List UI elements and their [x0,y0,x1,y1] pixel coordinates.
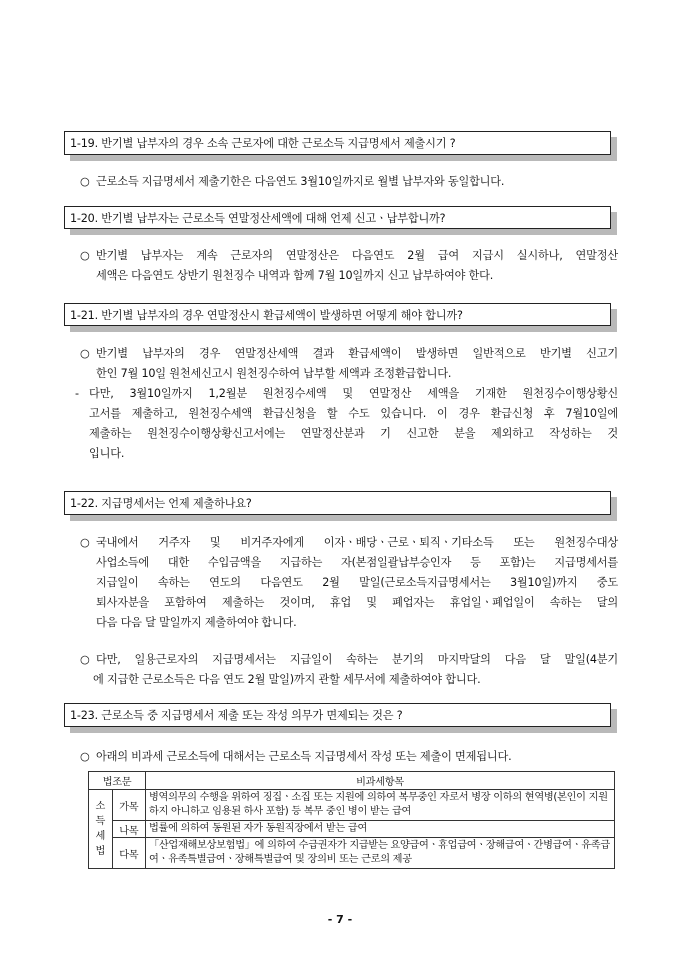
question-box-1-21 [64,303,611,326]
bullet-circle: ○ [80,750,90,763]
answer-line: 사업소득에 대한 수입금액을 지급하는 자(본점일괄납부승인자 등 포함)는 지급명세서를 [96,556,618,569]
description-cell: 법률에 의하여 동원된 자가 동원직장에서 받는 급여 [146,821,615,838]
bullet-circle: ○ [80,347,90,360]
answer-1-19 [80,172,618,192]
bullet-circle: ○ [80,175,90,188]
answer-line: 세액은 다음연도 상반기 원천징수 내역과 함께 7월 10일까지 신고 납부하여야 한다. [96,269,494,282]
page-number: - 7 - [327,913,353,926]
table-row [89,838,615,869]
bullet-circle: ○ [80,536,90,549]
answer-1-23 [80,747,618,767]
header-item: 비과세항목 [146,772,615,790]
question-text: 1-21. 반기별 납부자의 경우 연말정산시 환급세액이 발생하면 어떻게 해야 합니까? [70,308,463,322]
table-row [89,821,615,838]
answer-line: 반기별 납부자의 경우 연말정산세액 결과 환급세액이 발생하면 일반적으로 반기별 신고기 [96,347,618,360]
note-1-21 [75,384,618,464]
question-box-1-19 [64,131,611,155]
non-taxable-income-table [88,771,615,869]
table-header-row [89,772,615,790]
question-text: 1-19. 반기별 납부자의 경우 소속 근로자에 대한 근로소득 지급명세서 제출시기 ? [70,137,456,150]
answer2-1-22 [80,650,618,690]
answer-line: 반기별 납부자는 계속 근로자의 연말정산은 다음연도 2월 급여 지급시 실시하나, 연말정산 [96,249,618,262]
sub-item-cell: 다목 [112,838,145,869]
sub-item-cell: 가목 [112,790,145,821]
answer-1-20 [80,246,618,286]
dash-marker: - [75,387,79,400]
question-text: 1-20. 반기별 납부자는 근로소득 연말정산세액에 대해 언제 신고ㆍ납부합니까? [70,211,446,225]
header-law: 법조문 [89,772,146,790]
note-line: 다만, 3월10일까지 1,2월분 원천징수세액 및 연말정산 세액을 기재한 원천징수이행상황신 [89,387,618,400]
answer-line: 에 지급한 근로소득은 다음 연도 2월 말일)까지 관할 세무서에 제출하여야 합니다. [93,673,481,686]
question-text: 1-23. 근로소득 중 지급명세서 제출 또는 작성 의무가 면제되는 것은 ? [70,709,403,722]
answer-1-21 [80,344,618,384]
answer-line: 다만, 일용근로자의 지급명세서는 지급일이 속하는 분기의 마지막달의 다음 달 말일(4분기 [96,653,618,666]
description-cell: 「산업재해보상보험법」에 의하여 수급권자가 지급받는 요양급여ㆍ휴업급여ㆍ장해급여ㆍ간병급여ㆍ유족급여ㆍ유족특별급여ㆍ장해특별급여 및 장의비 또는 근로의 제공 [146,838,615,869]
description-cell: 병역의무의 수행을 위하여 징집ㆍ소집 또는 지원에 의하여 복무중인 자로서 병장 이하의 현역병(본인이 지원하지 아니하고 임용된 하사 포함) 등 복무 중인 병이 받는 급여 [146,790,615,821]
bullet-circle: ○ [80,249,90,262]
question-text: 1-22. 지급명세서는 언제 제출하나요? [70,497,252,510]
answer-line: 한인 7월 10일 원천세신고시 원천징수하여 납부할 세액과 조정환급합니다. [96,367,452,380]
answer-line: 퇴사자분을 포함하여 제출하는 것이며, 휴업 및 폐업자는 휴업일ㆍ폐업일이 속하는 달의 [96,596,618,609]
note-line: 제출하는 원천징수이행상황신고서에는 연말정산분과 기 신고한 분을 제외하고 작성하는 것 [89,427,618,440]
question-box-1-22 [64,491,611,515]
note-line: 입니다. [89,447,125,460]
question-box-1-20 [64,206,611,229]
sub-item-cell: 나목 [112,821,145,838]
table-row [89,790,615,821]
answer-line: 지급일이 속하는 연도의 다음연도 2월 말일(근로소득지급명세서는 3월10일)까지 중도 [96,576,618,589]
law-name-cell: 소 득 세 법 [89,790,113,869]
question-box-1-23 [64,703,611,727]
note-line: 고서를 제출하고, 원천징수세액 환급신청을 할 수도 있습니다. 이 경우 환급신청 후 7월10일에 [89,407,618,420]
answer-line: 다음 다음 달 말일까지 제출하여야 합니다. [96,616,297,629]
answer-line: 국내에서 거주자 및 비거주자에게 이자ㆍ배당ㆍ근로ㆍ퇴직ㆍ기타소득 또는 원천징수대상 [96,536,618,549]
bullet-circle: ○ [80,653,90,666]
answer-line: 근로소득 지급명세서 제출기한은 다음연도 3월10일까지로 월별 납부자와 동일합니다. [96,175,505,188]
answer-1-22 [80,533,618,633]
answer-line: 아래의 비과세 근로소득에 대해서는 근로소득 지급명세서 작성 또는 제출이 면제됩니다. [96,750,512,763]
